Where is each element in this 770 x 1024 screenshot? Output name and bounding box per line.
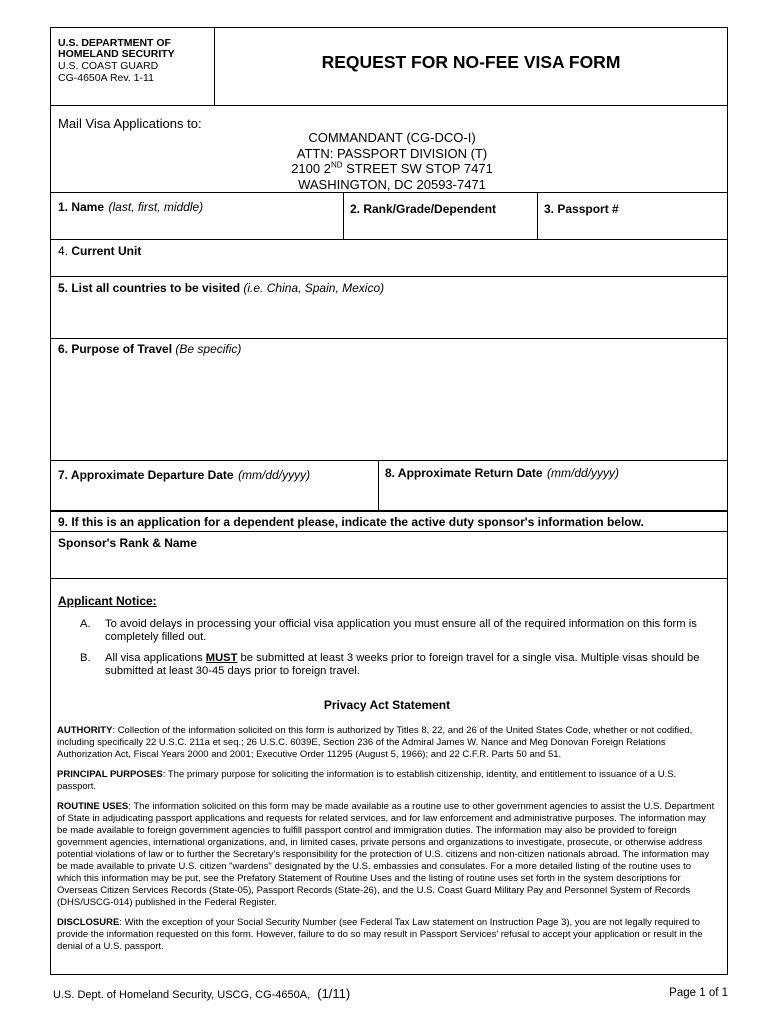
purposes-paragraph: PRINCIPAL PURPOSES: The primary purpose for soliciting the information is to establish citizenship, identity, and entitlement to issuance of a U.S. passport. — [57, 769, 677, 792]
dependent-instruction: 9. If this is an application for a dependent please, indicate the active duty sponsor's information below. — [51, 511, 727, 532]
agency-line-2: HOMELAND SECURITY — [58, 48, 175, 60]
routine-uses-paragraph: ROUTINE USES: The information solicited on this form may be made available as a routine use to other government agencies to assist the U.S. Department of State in adjudicating passport applications and requests for related services, and for law enforcement and administrative purposes. The information may be made available to foreign government agencies to fulfill passport control and immigration duties. The information may also be provided to foreign government agencies, international organizations, and, in limited cases, private persons and organizations to investigate, prosecute, or otherwise address potential violations of law or to further the Secretary's responsibility for the protection of U.S. citizens and non-citizen nationals abroad. The information may be made available to private U.S. citizen "wardens" designated by the U.S. embassies and consulates. For a more detailed listing of the routine uses to which this information may be put, see the Prefatory Statement of Routine Uses and the listing of routine uses set forth in the system descriptions for Overseas Citizen Services Records (State-05), Passport Records (State-26), and the U.S. Coast Guard Military Pay and Personnel System of Records (DHS/USCG-014) published in the Federal Register. — [57, 801, 715, 908]
agency-line-3: U.S. COAST GUARD — [58, 60, 159, 72]
sponsor-field[interactable]: Sponsor's Rank & Name — [51, 532, 727, 579]
applicant-notice — [58, 594, 717, 677]
notice-heading: Applicant Notice: — [58, 594, 157, 608]
title-block — [214, 28, 727, 105]
privacy-heading: Privacy Act Statement — [323, 698, 451, 712]
name-field[interactable]: 1. Name (last, first, middle) — [58, 200, 204, 214]
row-name-rank-passport — [51, 192, 727, 240]
footer-date: (1/11) — [317, 986, 351, 1001]
form-title: REQUEST FOR NO-FEE VISA FORM — [321, 52, 621, 72]
address-line-4: WASHINGTON, DC 20593-7471 — [298, 176, 486, 192]
current-unit-field[interactable]: 4. Current Unit — [51, 240, 727, 277]
passport-field[interactable]: 3. Passport # — [537, 193, 727, 239]
rank-field[interactable]: 2. Rank/Grade/Dependent — [343, 193, 537, 239]
agency-block — [51, 28, 214, 105]
countries-field[interactable]: 5. List all countries to be visited (i.e. China, Spain, Mexico) — [51, 277, 727, 339]
address-line-2: ATTN: PASSPORT DIVISION (T) — [296, 145, 488, 161]
footer-left: U.S. Dept. of Homeland Security, USCG, CG-4650A, (1/11) — [53, 986, 351, 1001]
agency-line-1: U.S. DEPARTMENT OF — [58, 37, 171, 49]
departure-date-field[interactable]: 7. Approximate Departure Date (mm/dd/yyyy) — [58, 468, 311, 482]
row-dates — [51, 461, 727, 511]
authority-paragraph: AUTHORITY: Collection of the information solicited on this form is authorized by Titles 8, 22, and 26 of the United States Code, whether or not codified, including specifically 22 U.S.C. 211a et seq.; 26 U.S.C. 6039E, Section 236 of the Admiral James W. Nance and Meg Donovan Foreign Relations Authorization Act, Fiscal Years 2000 and 2001; Executive Order 11295 (August 5, 1966); and 22 C.F.R. Parts 50 and 51. — [57, 725, 693, 760]
privacy-act-statement — [57, 698, 717, 953]
form-header — [51, 28, 727, 106]
purpose-field[interactable]: 6. Purpose of Travel (Be specific) — [51, 339, 727, 461]
notice-item-a: A. To avoid delays in processing your official visa application you must ensure all of the required information on this form is completely filled out. — [80, 618, 697, 643]
mail-intro: Mail Visa Applications to: — [58, 116, 202, 131]
address-line-1: COMMANDANT (CG-DCO-I) — [308, 130, 476, 145]
return-date-field[interactable]: 8. Approximate Return Date (mm/dd/yyyy) — [378, 461, 727, 510]
mail-address — [51, 130, 727, 192]
address-line-3: 2100 2ND STREET SW STOP 7471 — [291, 160, 493, 176]
page-number: Page 1 of 1 — [669, 987, 728, 999]
visa-request-form — [50, 27, 728, 975]
form-number: CG-4650A Rev. 1-11 — [58, 72, 154, 84]
notice-item-b: B. All visa applications MUST be submitted at least 3 weeks prior to foreign travel for a single visa. Multiple visas should be submitted at least 30-45 days prior to foreign travel. — [80, 652, 700, 677]
disclosure-paragraph: DISCLOSURE: With the exception of your Social Security Number (see Federal Tax Law statement on Instruction Page 3), you are not legally required to provide the information requested on this form. However, failure to do so may result in Passport Services' refusal to accept your application or result in the denial of a U.S. passport. — [57, 917, 703, 952]
